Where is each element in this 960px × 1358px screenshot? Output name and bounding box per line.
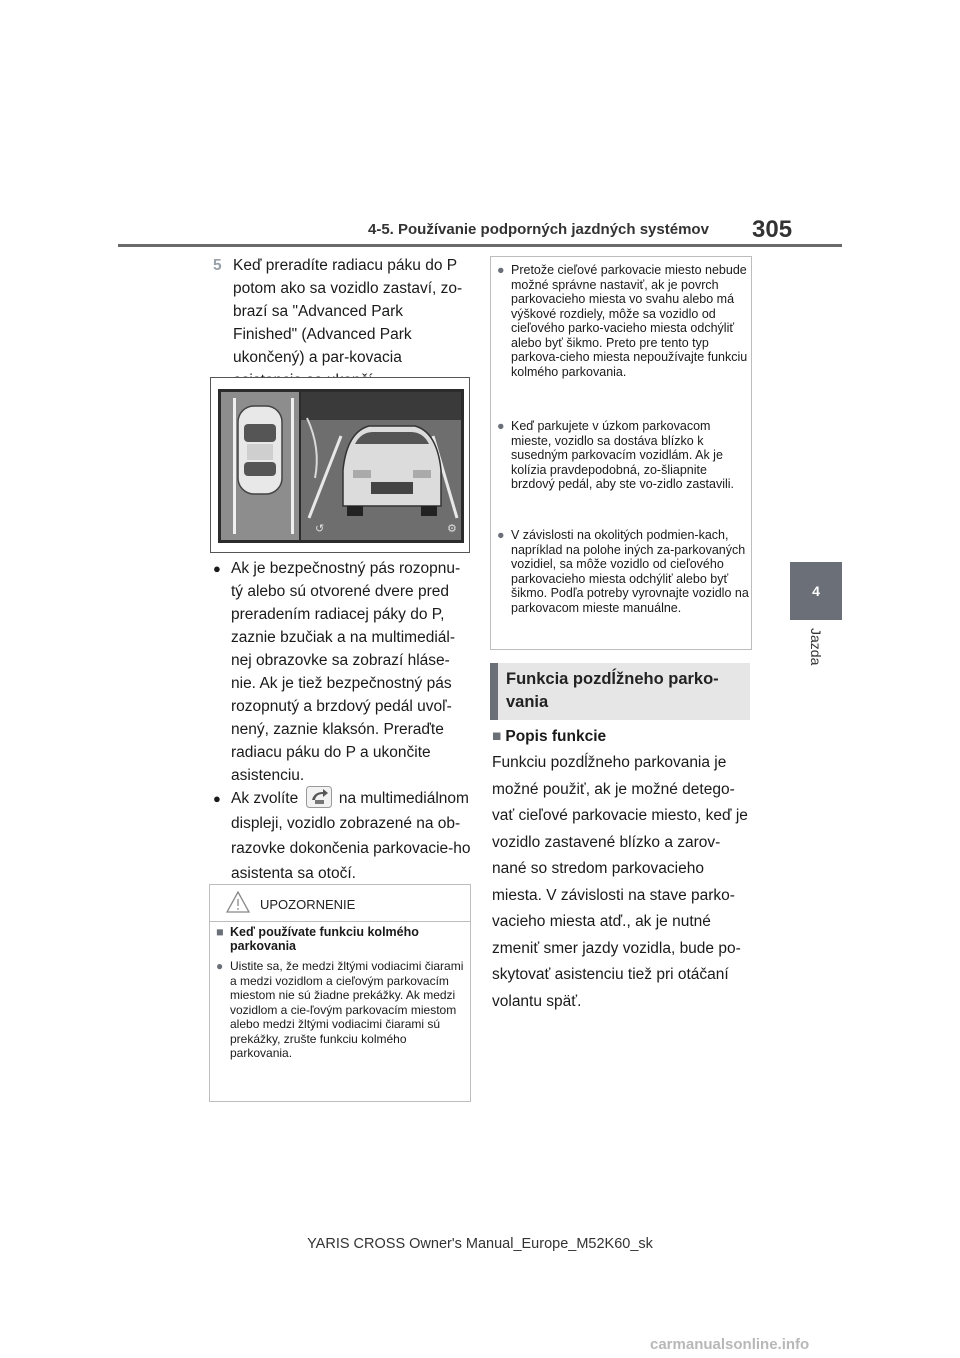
bullet-dot: ●	[497, 263, 505, 277]
bullet-text: Ak zvolíte na multimediálnom displeji, vozidlo zobrazené na ob-razovke dokončenia parkovacie-ho asistenta sa otočí.	[231, 786, 471, 886]
car-topview-icon	[238, 406, 282, 494]
square-bullet-icon: ■	[216, 925, 224, 939]
chapter-label: Jazda	[808, 628, 824, 666]
caution-body: ● Uistite sa, že medzi žltými vodiacimi čiarami a medzi vozidlom a cieľovým parkovacím miestom nie sú žiadne prekážky. Ak medzi vozidlom a cie-ľovým parkovacím miestom alebo medzi žltými vodiacimi čiarami sú prekážky, zrušte funkciu kolmého parkovania.	[216, 959, 464, 1060]
bullet-seatbelt	[213, 557, 471, 784]
watermark: carmanualsonline.info	[650, 1336, 810, 1353]
bullet-dot: ●	[213, 561, 221, 576]
step-text: Keď preradíte radiacu páku do P potom ako sa vozidlo zastaví, zo-brazí sa "Advanced Park Finished" (Advanced Park ukončený) a par-kovacia	[233, 257, 463, 366]
bullet-dot: ●	[213, 791, 221, 806]
bullet-dot: ●	[216, 959, 224, 973]
caution-box	[209, 884, 471, 1102]
header-divider	[118, 244, 842, 247]
caution-title: UPOZORNENIE	[260, 897, 356, 912]
car-front-icon	[343, 426, 441, 516]
parking-screen-illustration	[210, 377, 470, 553]
section-heading-text: Funkcia pozdĺžneho parko-vania	[506, 670, 719, 711]
bullet-dot: ●	[497, 528, 505, 542]
square-bullet-icon: ■	[492, 728, 502, 745]
rotate-view-icon	[306, 786, 332, 808]
step-number: 5	[213, 257, 222, 274]
notes-box	[490, 256, 752, 650]
section-title: 4-5. Používanie podporných jazdných systémov	[368, 221, 709, 238]
svg-text:⚙: ⚙	[447, 522, 457, 535]
warning-triangle-icon	[226, 891, 250, 913]
bullet-dot: ●	[497, 419, 505, 433]
chapter-tab[interactable]: 4	[790, 562, 842, 620]
heading-accent-bar	[490, 663, 498, 720]
step-5	[213, 254, 471, 369]
caution-header	[210, 885, 470, 922]
footer-text: YARIS CROSS Owner's Manual_Europe_M52K60_sk	[307, 1236, 653, 1252]
note-item: ● Keď parkujete v úzkom parkovacom mieste, vozidlo sa dostáva blízko k susedným parkovacím vozidlám. Ak je kolízia pravdepodobná, zo-šliapnite brzdový pedál, aby ste vo-zidlo zastavili.	[497, 419, 735, 491]
bullet-text: Ak je bezpečnostný pás rozopnu-tý alebo sú otvorené dvere pred preradením radiacej páky do P, zaznie bzučiak a na multimediál-nej obrazovke sa zobrazí hláse-nie. Ak je tiež bezpečnostný pás rozopnutý a brzdový pedál uvoľ-nený, zaznie klaksón. Preraďte radiacu páku do P a ukončite asistenciu.	[231, 560, 461, 784]
svg-text:↺: ↺	[315, 522, 325, 535]
section-paragraph: Funkciu pozdĺžneho parkovania je možné použiť, ak je možné detego-vať cieľové parkovacie miesto, keď je vozidlo zastavené blízko a zarov-nané so stredom parkovacieho miesta. V závislosti na stave parko-vacieho miesta atď., ak je nutné zmeniť smer jazdy vozidla, bude po-skytovať asistenciu tiež pri otáčaní volantu späť.	[492, 754, 748, 1010]
section-heading	[490, 663, 750, 720]
page-number: 305	[752, 216, 793, 243]
subsection-heading: ■ Popis funkcie	[492, 728, 607, 745]
parking-finished-screen	[211, 378, 469, 552]
caution-subheading: ■ Keď používate funkciu kolmého parkovania	[216, 925, 419, 953]
bullet-rotate	[213, 786, 471, 886]
note-item: ● V závislosti na okolitých podmien-kach, napríklad na polohe iných za-parkovaných vozidiel, sa môže vozidlo od cieľového parkovacieho miesta odchýliť alebo byť šikmo. Podľa potreby vyrovnajte vozidlo na parkovacom mieste manuálne.	[497, 528, 749, 615]
note-item: ● Pretože cieľové parkovacie miesto nebude možné správne nastaviť, ak je povrch parkovacieho miesta vo svahu alebo má výškové rozdiely, môže sa vozidlo od cieľového parko-vacieho miesta odchýliť alebo byť šikmo. Preto pre tento typ parkova-cieho miesta nepoužívajte funkciu kolmého parkovania.	[497, 263, 748, 379]
